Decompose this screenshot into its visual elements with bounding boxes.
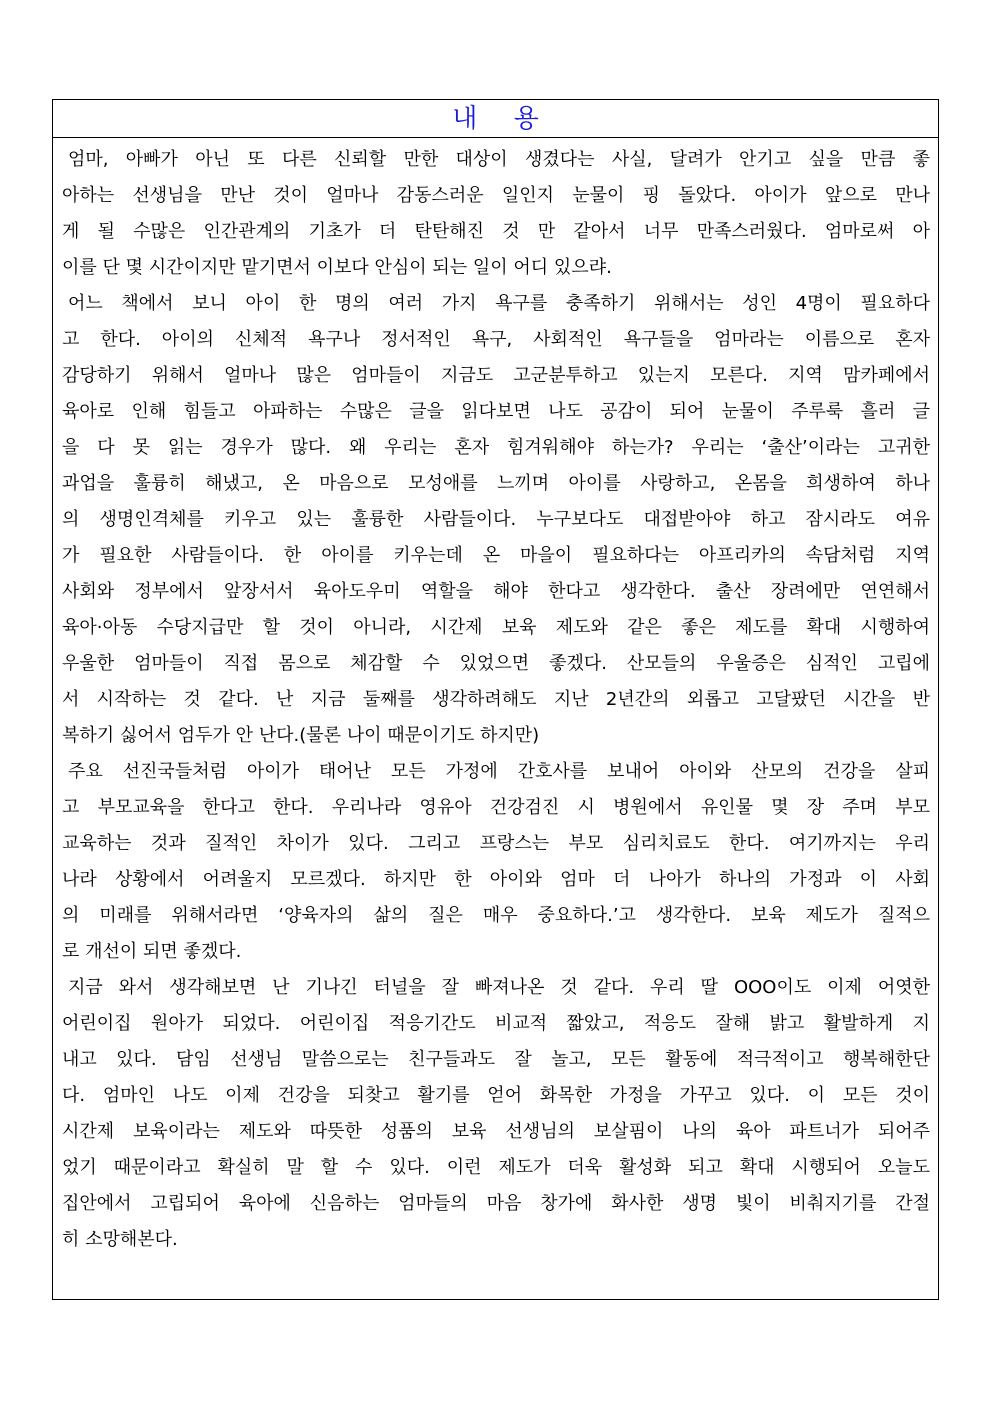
text-line: 주요 선진국들처럼 아이가 태어난 모든 가정에 간호사를 보내어 아이와 산모의 건강을 살피 (68, 761, 930, 782)
text-line: 의 생명인격체를 키우고 있는 훌륭한 사람들이다. 누구보다도 대접받아야 하고 잠시라도 여유 (62, 509, 930, 530)
text-line: 집안에서 고립되어 육아에 신음하는 엄마들의 마음 창가에 화사한 생명 빛이 비춰지기를 간절 (62, 1193, 930, 1214)
text-line: 사회와 정부에서 앞장서서 육아도우미 역할을 해야 한다고 생각한다. 출산 장려에만 연연해서 (62, 581, 930, 602)
text-line: 육아·아동 수당지급만 할 것이 아니라, 시간제 보육 제도와 같은 좋은 제도를 확대 시행하여 (62, 617, 930, 638)
content-title: 내 용 (452, 103, 553, 134)
text-line: 시간제 보육이라는 제도와 따뜻한 성품의 보육 선생님의 보살핌이 나의 육아 파트너가 되어주 (62, 1121, 930, 1142)
text-line: 엄마, 아빠가 아닌 또 다른 신뢰할 만한 대상이 생겼다는 사실, 달려가 안기고 싶을 만큼 좋 (68, 149, 930, 170)
content-body (53, 138, 938, 1258)
text-line: 고 한다. 아이의 신체적 욕구나 정서적인 욕구, 사회적인 욕구들을 엄마라는 이름으로 혼자 (62, 329, 930, 350)
text-line: 히 소망해본다. (62, 1229, 178, 1250)
text-line: 어린이집 원아가 되었다. 어린이집 적응기간도 비교적 짧았고, 적응도 잘해 밝고 활발하게 지 (62, 1013, 930, 1034)
text-line: 고 부모교육을 한다고 한다. 우리나라 영유아 건강검진 시 병원에서 유인물 몇 장 주며 부모 (62, 797, 930, 818)
text-line: 이를 단 몇 시간이지만 맡기면서 이보다 안심이 되는 일이 어디 있으랴. (62, 257, 612, 278)
text-line: 게 될 수많은 인간관계의 기초가 더 탄탄해진 것 만 같아서 너무 만족스러웠다. 엄마로써 아 (62, 221, 930, 242)
text-line: 나라 상황에서 어려울지 모르겠다. 하지만 한 아이와 엄마 더 나아가 하나의 가정과 이 사회 (62, 869, 930, 890)
text-line: 서 시작하는 것 같다. 난 지금 둘째를 생각하려해도 지난 2년간의 외롭고 고달팠던 시간을 반 (62, 689, 930, 710)
text-line: 을 다 못 읽는 경우가 많다. 왜 우리는 혼자 힘겨워해야 하는가? 우리는 ‘출산’이라는 고귀한 (62, 437, 930, 458)
text-line: 감당하기 위해서 얼마나 많은 엄마들이 지금도 고군분투하고 있는지 모른다. 지역 맘카페에서 (62, 365, 930, 386)
text-line: 과업을 훌륭히 해냈고, 온 마음으로 모성애를 느끼며 아이를 사랑하고, 온몸을 희생하여 하나 (62, 473, 930, 494)
content-header (53, 100, 938, 138)
text-line: 로 개선이 되면 좋겠다. (62, 941, 242, 962)
text-line: 가 필요한 사람들이다. 한 아이를 키우는데 온 마을이 필요하다는 아프리카의 속담처럼 지역 (62, 545, 930, 566)
content-box (52, 99, 939, 1300)
text-line: 복하기 싫어서 엄두가 안 난다.(물론 나이 때문이기도 하지만) (62, 725, 540, 746)
text-line: 었기 때문이라고 확실히 말 할 수 있다. 이런 제도가 더욱 활성화 되고 확대 시행되어 오늘도 (62, 1157, 930, 1178)
text-line: 의 미래를 위해서라면 ‘양육자의 삶의 질은 매우 중요하다.’고 생각한다. 보육 제도가 질적으 (62, 905, 930, 926)
text-line: 아하는 선생님을 만난 것이 얼마나 감동스러운 일인지 눈물이 핑 돌았다. 아이가 앞으로 만나 (62, 185, 930, 206)
text-line: 육아로 인해 힘들고 아파하는 수많은 글을 읽다보면 나도 공감이 되어 눈물이 주루룩 흘러 글 (62, 401, 930, 422)
text-line: 지금 와서 생각해보면 난 기나긴 터널을 잘 빠져나온 것 같다. 우리 딸 OOO이도 이제 어엿한 (68, 977, 930, 998)
text-line: 어느 책에서 보니 아이 한 명의 여러 가지 욕구를 충족하기 위해서는 성인 4명이 필요하다 (68, 293, 930, 314)
text-line: 교육하는 것과 질적인 차이가 있다. 그리고 프랑스는 부모 심리치료도 한다. 여기까지는 우리 (62, 833, 930, 854)
text-line: 내고 있다. 담임 선생님 말씀으로는 친구들과도 잘 놀고, 모든 활동에 적극적이고 행복해한단 (62, 1049, 930, 1070)
text-line: 우울한 엄마들이 직접 몸으로 체감할 수 있었으면 좋겠다. 산모들의 우울증은 심적인 고립에 (62, 653, 930, 674)
text-line: 다. 엄마인 나도 이제 건강을 되찾고 활기를 얻어 화목한 가정을 가꾸고 있다. 이 모든 것이 (62, 1085, 930, 1106)
